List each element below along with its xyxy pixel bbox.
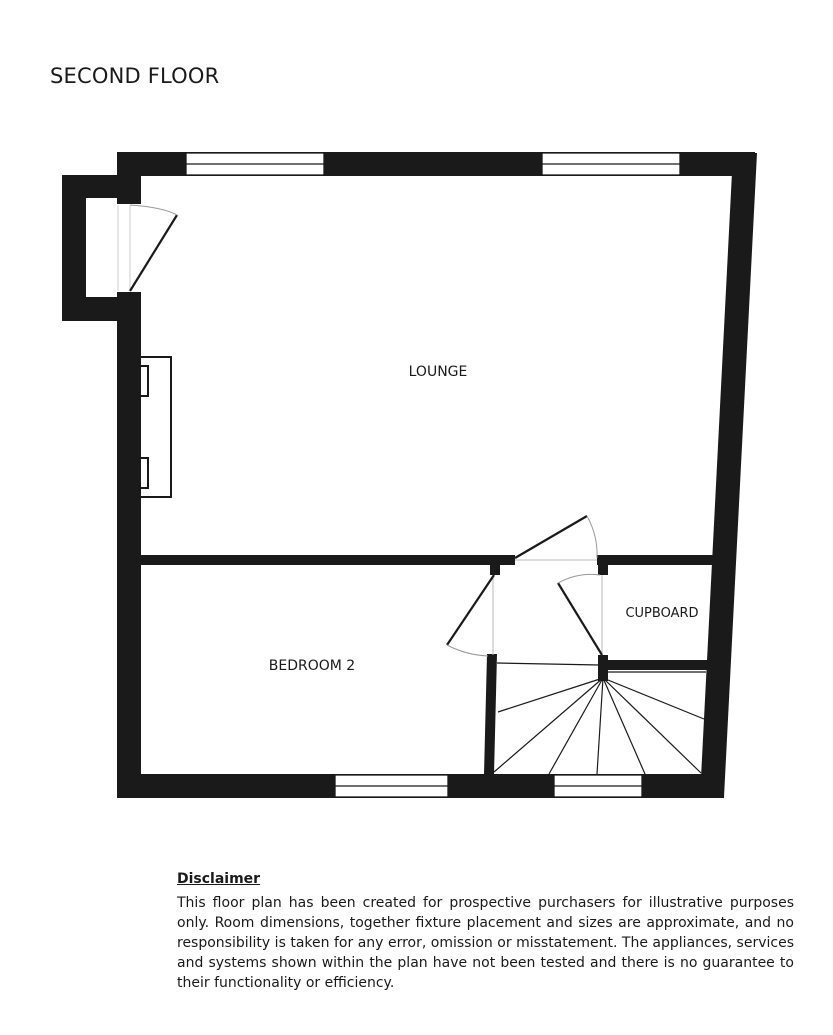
floor-title: SECOND FLOOR: [50, 64, 220, 88]
room-label-bedroom: BEDROOM 2: [268, 658, 356, 674]
disclaimer-text: This floor plan has been created for prospective purchasers for illustrative purposes only. Room dimensions, together fixture placement and sizes are approximate, and no responsibility is taken for any error, omission or misstatement. The appliances, services and systems shown within the plan have not been tested and there is no guarantee to their functionality or efficiency.: [177, 895, 794, 991]
windows: [186, 153, 680, 797]
lounge-cupboard-wall: [597, 555, 714, 565]
cupboard-bottom-wall: [606, 660, 710, 670]
window-bottom-right: [554, 775, 642, 797]
room-label-cupboard: CUPBOARD: [625, 606, 699, 621]
cupboard-door-post: [598, 563, 608, 575]
lounge-bedroom-wall: [140, 555, 515, 565]
right-wall: [700, 153, 757, 797]
bedroom-stair-wall: [484, 654, 497, 774]
left-wall-lower: [117, 292, 141, 798]
bay-bottom: [62, 297, 141, 321]
window-top-right: [542, 153, 680, 175]
interior-doors: [447, 516, 602, 656]
window-bottom-left: [335, 775, 448, 797]
fireplace: [140, 357, 171, 497]
room-label-lounge: LOUNGE: [408, 364, 468, 380]
bedroom-door-post: [490, 563, 500, 575]
window-top-left: [186, 153, 324, 175]
bay-door: [118, 204, 177, 292]
disclaimer-title: Disclaimer: [177, 871, 261, 887]
disclaimer: [177, 871, 794, 993]
interior-walls: [140, 555, 714, 774]
